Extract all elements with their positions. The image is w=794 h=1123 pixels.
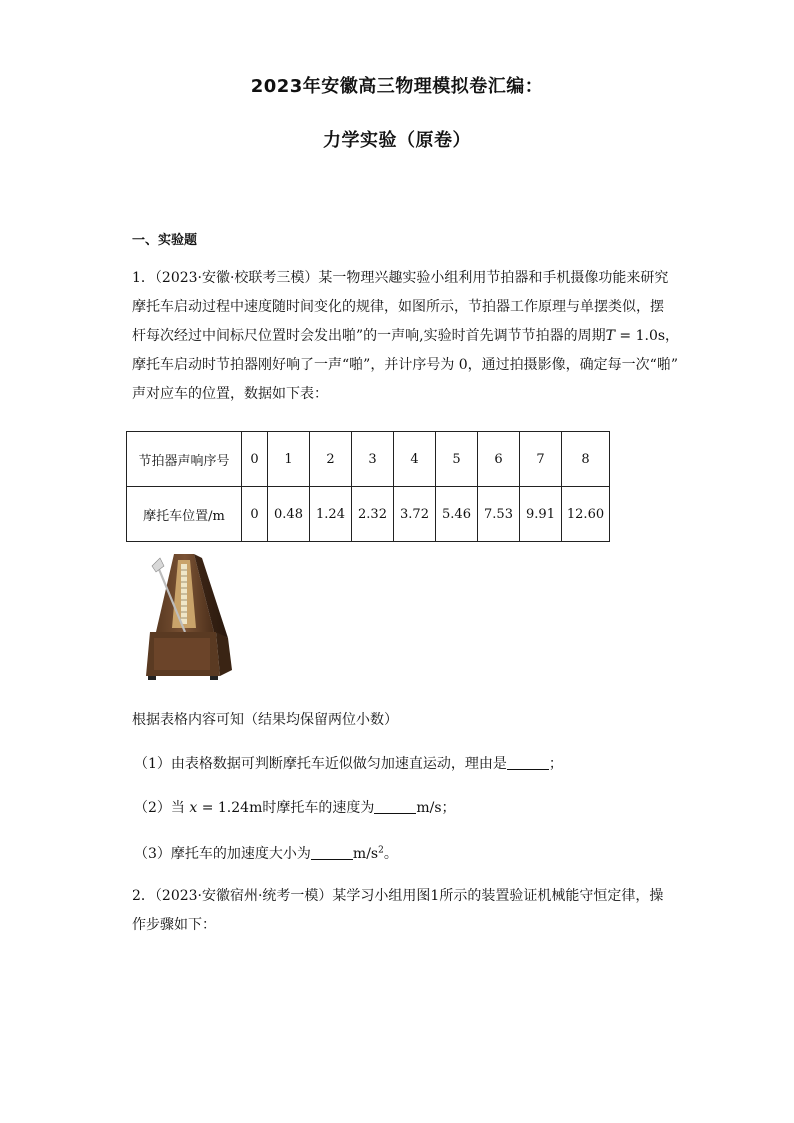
table-cell: 12.60	[562, 487, 610, 542]
answer-blank[interactable]	[374, 799, 416, 814]
period-symbol: T	[605, 328, 615, 344]
metronome-image	[136, 548, 240, 688]
punctuation: 。	[383, 846, 398, 862]
variable-x: x	[189, 800, 198, 816]
table-row	[127, 487, 610, 542]
punctuation: ；	[548, 756, 563, 772]
question-1-text	[132, 264, 680, 409]
table-cell: 2.32	[352, 487, 394, 542]
q2-line-1: 2．（2023·安徽宿州·统考一模）某学习小组用图1所示的装置验证机械能守恒定律，操	[132, 888, 664, 904]
table-cell: 5	[436, 432, 478, 487]
table-row-label: 节拍器声响序号	[127, 432, 242, 487]
table-cell: 7.53	[478, 487, 520, 542]
document-title-line2: 力学实验（原卷）	[323, 130, 471, 151]
table-cell: 6	[478, 432, 520, 487]
instruction-text: 根据表格内容可知（结果均保留两位小数）	[132, 712, 398, 728]
table-cell: 1.24	[310, 487, 352, 542]
table-cell: 0	[242, 432, 268, 487]
unit-exponent: 2	[378, 845, 384, 856]
table-cell: 9.91	[520, 487, 562, 542]
q1-line-5: 声对应车的位置，数据如下表：	[132, 386, 328, 402]
sub-question-3	[134, 843, 398, 863]
answer-blank[interactable]	[507, 755, 549, 770]
table-cell: 0	[242, 487, 268, 542]
table-cell: 7	[520, 432, 562, 487]
q2-line-2: 作步骤如下：	[132, 917, 216, 933]
table-cell: 8	[562, 432, 610, 487]
period-value: = 1.0s，	[614, 328, 680, 344]
table-cell: 4	[394, 432, 436, 487]
unit-speed: m/s；	[416, 800, 456, 816]
q1-line-3-text: 杆每次经过中间标尺位置时会发出啪”的一声响,实验时首先调节节拍器的周期	[132, 328, 606, 344]
table-cell: 3.72	[394, 487, 436, 542]
table-cell: 1	[268, 432, 310, 487]
table-cell: 2	[310, 432, 352, 487]
sub-question-3-text: （3）摩托车的加速度大小为	[134, 846, 311, 862]
q1-line-1: 1．（2023·安徽·校联考三模）某一物理兴趣实验小组利用节拍器和手机摄像功能来研究	[132, 270, 669, 286]
sub-question-2-prefix: （2）当	[134, 800, 190, 816]
metronome-data-table	[126, 431, 610, 542]
table-row-label: 摩托车位置/m	[127, 487, 242, 542]
table-cell: 0.48	[268, 487, 310, 542]
table-row	[127, 432, 610, 487]
table-cell: 5.46	[436, 487, 478, 542]
sub-question-2-text: = 1.24m时摩托车的速度为	[197, 800, 375, 816]
q1-line-2: 摩托车启动过程中速度随时间变化的规律，如图所示，节拍器工作原理与单摆类似，摆	[132, 299, 664, 315]
answer-blank[interactable]	[311, 845, 353, 860]
q1-line-3	[132, 322, 680, 351]
sub-question-2	[134, 797, 456, 817]
sub-question-1	[134, 753, 563, 773]
table-cell: 3	[352, 432, 394, 487]
question-2-text	[132, 882, 664, 940]
unit-acceleration: m/s	[352, 846, 379, 862]
sub-question-1-text: （1）由表格数据可判断摩托车近似做匀加速直运动，理由是	[134, 756, 507, 772]
document-title-line1: 2023年安徽高三物理模拟卷汇编：	[250, 76, 544, 97]
q1-line-4: 摩托车启动时节拍器刚好响了一声“啪”，并计序号为 0，通过拍摄影像，确定每一次“啪”	[132, 357, 678, 373]
section-heading: 一、实验题	[132, 233, 198, 248]
